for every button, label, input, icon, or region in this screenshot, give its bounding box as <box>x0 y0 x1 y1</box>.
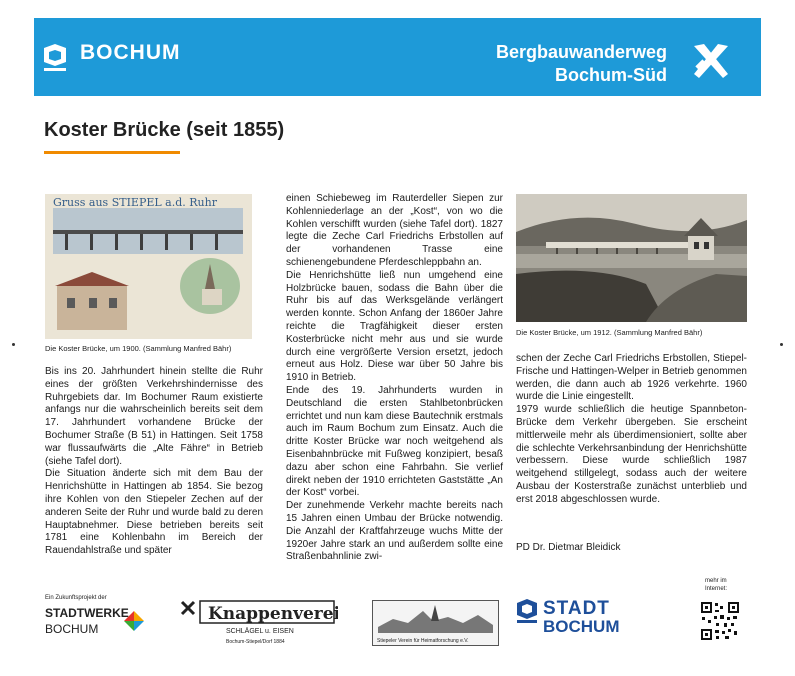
author-name: PD Dr. Dietmar Bleidick <box>516 542 621 553</box>
stadt-bochum-logo-icon <box>516 598 538 624</box>
right-photo-caption: Die Koster Brücke, um 1912. (Sammlung Manfred Bähr) <box>516 328 703 337</box>
paragraph: 1979 wurde schließlich die heutige Spannbeton-Brücke dem Verkehr übergeben. Sie erscheint mittlerweile mehr als überdimensioniert, sollte aber die schlechte Verkehrsanbindung der Henrichshütte verbessern. Diese wurde schließlich 1987 weitgehend stillgelegt, sodass auch der weitere Ausbau der Kosterstraße zunächst unterblieb und erst 2018 abgeschlossen wurde. <box>516 404 747 505</box>
postcard-photo <box>45 194 252 339</box>
qr-label-line1: mehr im <box>705 578 727 584</box>
bochum-logo-icon <box>42 42 68 72</box>
registration-mark <box>12 343 15 346</box>
paragraph: Ende des 19. Jahrhunderts wurden in Deutschland die ersten Stahlbetonbrücken errichtet und nun kam diese Bautechnik erstmals auch im Raum Bochum zum Einsatz. Auch die dritte Koster Brücke war noch weitgehend als Eisenbahnbrücke mit Fußweg konzipiert, besaß dazu aber schon eine Fahrbahn. Sie verlief direkt neben der 1910 errichteten Gaststätte „An der Kost“ vorbei. <box>286 384 503 499</box>
stadt-city-label: BOCHUM <box>543 617 620 636</box>
historic-photo-1912 <box>516 194 747 322</box>
header-route-line2: Bochum-Süd <box>555 65 667 85</box>
knappenverein-place: Bochum-Stiepel/Dorf 1884 <box>226 639 285 645</box>
paragraph: Die Situation änderte sich mit dem Bau der Henrichshütte in Hattingen ab 1854. Sie bezog ihre Kohlen von den Stiepeler Zechen auf der anderen Seite der Ruhr und wurde bald zu deren Hauptabnehmer. Diese betrieben bereits seit 1781 eine Kohlenbahn im Bereich der Rauendahlstraße und später <box>45 468 263 557</box>
text-column-2 <box>286 193 503 564</box>
paragraph: einen Schiebeweg im Rauterdeller Siepen zur Kohlenniederlage an der „Kost“, von wo die Kohlen verschifft wurden (siehe Tafel dort). 1827 legte die Zeche Carl Friedrichs Erbstollen auf der vorhandenen Trasse eine schienengebundene Pferdeschleppbahn an. <box>286 193 503 268</box>
paragraph: Die Henrichshütte ließ nun umgehend eine Holzbrücke bauen, sodass die Bahn über die Ruhr bis auf das Werksgelände verlängert werden konnte. Schon Anfang der 1860er Jahre reichte die Tragfähigkeit dieser ersten Kosterbrücke nicht mehr aus und sie wurde durch eine vergrößerte Version ersetzt, jedoch erneut aus Holz. Diese war über 50 Jahre bis 1910 in Betrieb. <box>286 269 503 384</box>
stadtwerke-city: BOCHUM <box>45 622 99 636</box>
text-column-3 <box>516 353 747 507</box>
text-column-1 <box>45 366 263 558</box>
heimatverein-logo <box>372 600 499 646</box>
title-underline <box>44 151 180 154</box>
paragraph: Der zunehmende Verkehr machte bereits nach 15 Jahren einen Umbau der Brücke notwendig. Die Anzahl der Kraftfahrzeuge wuchs Mitte der 1920er Jahre stark an und außerdem sollte eine Straßenbahnlinie zwi- <box>286 500 503 563</box>
paragraph: schen der Zeche Carl Friedrichs Erbstollen, Stiepel-Frische und Hattingen-Welper in Betrieb genommen werden, die dann auch ab 1926 verkehrte. 1960 wurde die Linie eingestellt. <box>516 353 747 403</box>
stadtwerke-intro: Ein Zukunftsprojekt der <box>45 595 107 601</box>
stadt-label: STADT <box>543 598 610 619</box>
knappenverein-name: Knappenverein <box>208 604 338 624</box>
stadtwerke-name: STADTWERKE <box>45 606 129 620</box>
paragraph: Bis ins 20. Jahrhundert hinein stellte die Ruhr eines der größten Verkehrshindernisse des Ruhrgebiets dar. Im Bochumer Raum existierte anfangs nur die wahrscheinlich bereits seit dem 17. Jahrhundert vorhandene Brücke der Bochumer Straße (B 51) in Hattingen. Seit 1758 war flussaufwärts die „Alte Fähre“ in Betrieb (siehe Tafel dort). <box>45 366 263 467</box>
header-route-line1: Bergbauwanderweg <box>495 42 667 62</box>
stadtwerke-logo-icon <box>122 609 146 633</box>
registration-mark <box>780 343 783 346</box>
qr-label-line2: Internet: <box>705 586 728 592</box>
page-title: Koster Brücke (seit 1855) <box>44 119 285 141</box>
postcard-text: Gruss aus STIEPEL a.d. Ruhr <box>53 196 217 209</box>
hammer-and-pick-icon <box>690 40 732 82</box>
knappenverein-logo <box>178 598 338 650</box>
heimatverein-text: Stiepeler Verein für Heimatforschung e.V. <box>377 638 469 644</box>
qr-code-icon[interactable] <box>700 601 740 641</box>
knappenverein-sub: SCHLÄGEL u. EISEN <box>226 628 294 635</box>
left-photo-caption: Die Koster Brücke, um 1900. (Sammlung Manfred Bähr) <box>45 344 232 353</box>
header-city: BOCHUM <box>80 41 181 64</box>
